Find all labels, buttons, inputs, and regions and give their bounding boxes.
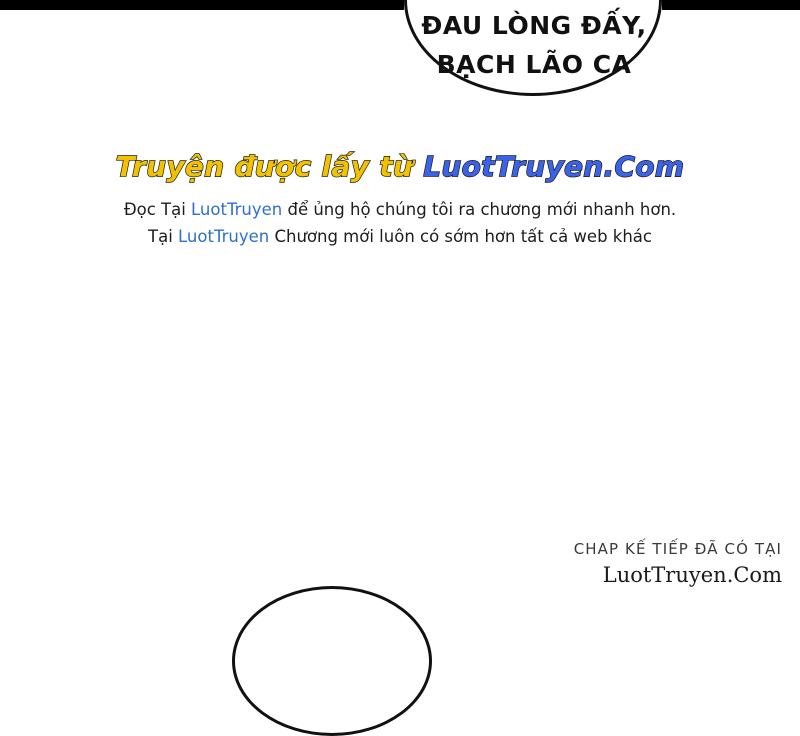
watermark-line2-prefix: Tại: [148, 227, 179, 246]
watermark-line-2: [0, 223, 800, 250]
speech-bubble-bottom: [232, 586, 432, 736]
speech-bubble-top-line1: ĐAU LÒNG ĐẤY,: [421, 11, 647, 40]
panel-gutter-left: [0, 0, 404, 10]
watermark-line1-brand: LuotTruyen: [191, 200, 283, 219]
speech-bubble-top-line2: BẠCH LÃO CA: [436, 50, 632, 79]
watermark-line2-brand: LuotTruyen: [178, 227, 270, 246]
watermark-line-1: [0, 196, 800, 223]
watermark-block: [0, 148, 800, 250]
watermark-line2-suffix: Chương mới luôn có sớm hơn tất cả web khác: [269, 227, 652, 246]
watermark-title-part2: LuotTruyen.Com: [423, 150, 685, 183]
next-chapter-credit: [574, 538, 782, 590]
panel-gutter-right: [662, 0, 800, 10]
speech-bubble-top-text: [410, 6, 658, 84]
credit-site-name: LuotTruyen.Com: [602, 563, 782, 587]
watermark-title-part1: Truyện được lấy từ: [115, 150, 424, 183]
watermark-line1-prefix: Đọc Tại: [123, 200, 192, 219]
watermark-line1-suffix: để ủng hộ chúng tôi ra chương mới nhanh hơn.: [282, 200, 677, 219]
watermark-title: [0, 148, 800, 186]
credit-line-1: CHAP KẾ TIẾP ĐÃ CÓ TẠI: [573, 540, 782, 558]
